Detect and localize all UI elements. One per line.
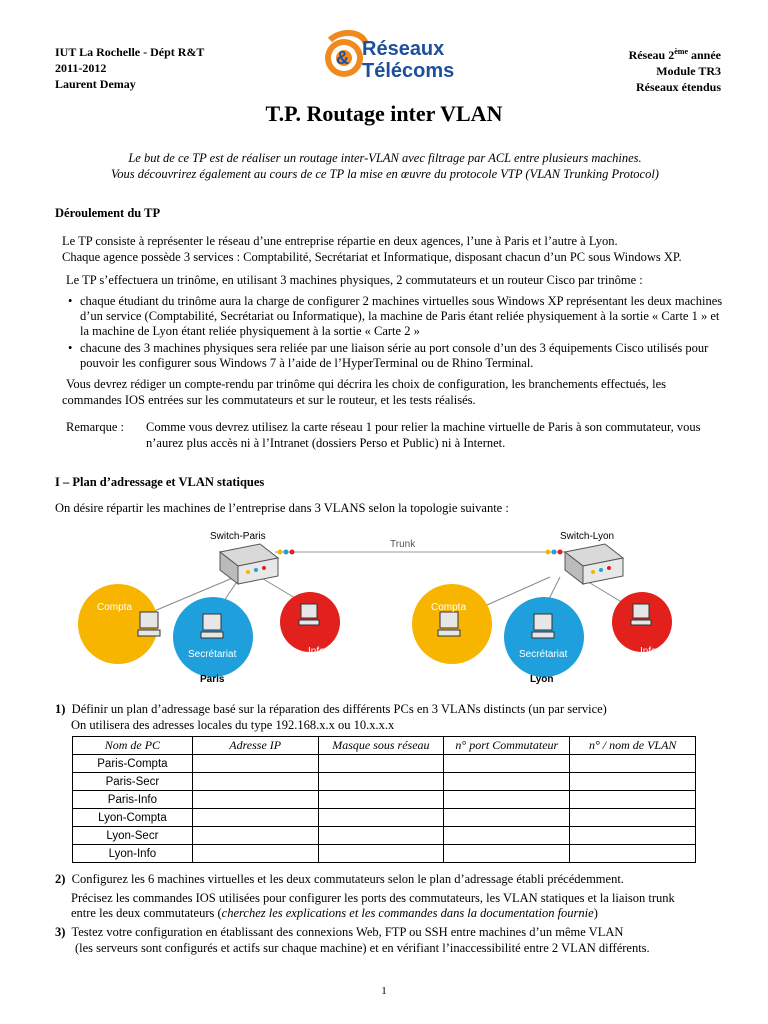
logo-text-2: Télécoms [362, 60, 455, 82]
logo [322, 30, 482, 88]
table-row: Lyon-Compta [73, 809, 696, 827]
paris-info-label: Info [308, 646, 325, 657]
paris-compta-label: Compta [97, 602, 133, 613]
pc-icon [534, 614, 552, 630]
q1: 1) Définir un plan d’adressage basé sur la réparation des différents PCs en 3 VLANs distincts (un par service) On utilisera des adresses locales du type 192.168.x.x ou 10.x.x.x [55, 702, 607, 732]
q3: 3) Testez votre configuration en établissant des connexions Web, FTP ou SSH entre machines d’un même VLAN (les serveurs sont configurés et actifs sur chaque machine) et en vérifiant l’inaccessibilité entre 2 VLAN différents. [55, 925, 650, 955]
col-header: Adresse IP [192, 737, 318, 755]
col-header: Masque sous réseau [318, 737, 444, 755]
deroulement-p3: Le TP s’effectuera un trinôme, en utilisant 3 machines physiques, 2 commutateurs et un routeur Cisco par trinôme : [66, 273, 643, 287]
paris-secretariat-label: Secrétariat [188, 649, 237, 660]
deroulement-bullets [66, 294, 726, 373]
col-header: n° / nom de VLAN [570, 737, 696, 755]
switch-lyon-label: Switch-Lyon [560, 531, 615, 542]
lyon-label: Lyon [530, 674, 554, 685]
switch-paris-icon [220, 544, 278, 584]
header-module: Module TR3 [656, 64, 721, 78]
pc-icon [633, 604, 649, 618]
table-row: Paris-Compta [73, 755, 696, 773]
bullet-item: • chaque étudiant du trinôme aura la charge de configurer 2 machines virtuelles sous Windows XP représentant les deux machines d’un service (Comptabilité, Secrétariat ou Informatique), la machine de Paris étant reliée physiquement à la sortie « Carte 1 » et la machine de Lyon étant reliée physiquement à la sortie « Carte 2 » [66, 294, 726, 339]
paris-label: Paris [200, 674, 225, 685]
section1-heading: I – Plan d’adressage et VLAN statiques [55, 475, 265, 489]
col-header: Nom de PC [73, 737, 193, 755]
bullet-item: • chacune des 3 machines physiques sera reliée par une liaison série au port console d’un des 3 équipements Cisco utilisés pour pouvoir les configurer sous Windows 7 à l’aide de l’HyperTerminal ou de Rhino Terminal. [66, 341, 726, 371]
pc-icon [440, 612, 458, 628]
header-course: Réseau 2ème année [628, 47, 721, 62]
deroulement-p1: Le TP consiste à représenter le réseau d’une entreprise répartie en deux agences, l’une à Paris et l’autre à Lyon. Chaque agence possède 3 services : Comptabilité, Secrétariat et Informatique, disposant chacun d’un PC sous Windows XP. [62, 234, 682, 264]
pc-icon [140, 612, 158, 628]
page-number: 1 [381, 985, 387, 997]
logo-text-1: Réseaux [362, 38, 445, 60]
table-row: Lyon-Secr [73, 827, 696, 845]
trunk-label: Trunk [390, 539, 416, 550]
header-right [629, 44, 721, 95]
table-row: Paris-Secr [73, 773, 696, 791]
q2: 2) Configurez les 6 machines virtuelles et les deux commutateurs selon le plan d’adressage établi précédemment. Précisez les commandes IOS utilisées pour configurer les ports des commutateurs, les VLAN statiques et la liaison trunk entre les deux commutateurs (cherchez les explications et les commandes dans la documentation fournie) [55, 872, 675, 920]
lyon-info-label: Info [640, 646, 657, 657]
section1-intro: On désire répartir les machines de l’entreprise dans 3 VLANS selon la topologie suivante : [55, 501, 509, 515]
deroulement-heading: Déroulement du TP [55, 206, 161, 220]
table-row: Paris-Info [73, 791, 696, 809]
intro-text: Le but de ce TP est de réaliser un routage inter-VLAN avec filtrage par ACL entre plusieurs machines. Vous découvrirez également au cours de ce TP la mise en œuvre du protocole VTP (VLAN Trunking Protocol) [111, 151, 659, 181]
page-title: T.P. Routage inter VLAN [265, 101, 503, 126]
header-institution: IUT La Rochelle - Dépt R&T [55, 45, 205, 59]
header-year: 2011-2012 [55, 61, 107, 75]
lyon-secretariat-label: Secrétariat [519, 649, 568, 660]
pc-icon [301, 604, 317, 618]
logo-ampersand: & [336, 48, 349, 68]
topology-diagram [70, 522, 700, 692]
lyon-compta-label: Compta [431, 602, 467, 613]
header-topic: Réseaux étendus [635, 80, 721, 94]
remark-text: Comme vous devrez utilisez la carte réseau 1 pour relier la machine virtuelle de Paris à son commutateur, vous n’aurez plus accès ni à l’Intranet (dossiers Perso et Public) ni à Internet. [146, 420, 701, 450]
pc-icon [203, 614, 221, 630]
remark-label: Remarque : [66, 420, 124, 434]
switch-lyon-icon [565, 544, 623, 584]
col-header: n° port Commutateur [444, 737, 570, 755]
header-left [55, 44, 204, 92]
table-row: Lyon-Info [73, 845, 696, 863]
header-author: Laurent Demay [55, 77, 136, 91]
deroulement-p4: Vous devrez rédiger un compte-rendu par trinôme qui décrira les choix de configuration, les branchements effectués, les commandes IOS entrées sur les commutateurs et sur le routeur, et les tests réalisés. [62, 377, 667, 407]
switch-paris-label: Switch-Paris [210, 531, 266, 542]
table-header-row [73, 737, 696, 755]
addressing-table [72, 736, 696, 863]
